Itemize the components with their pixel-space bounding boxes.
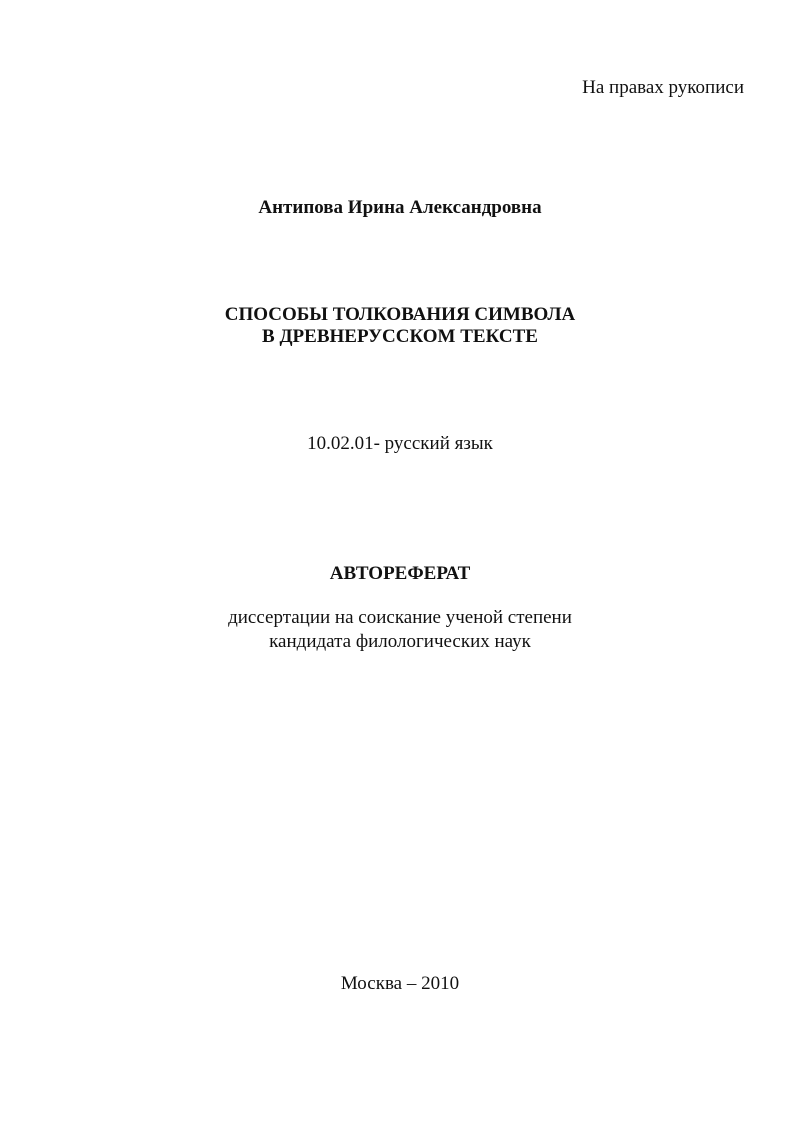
- description-line-1: диссертации на соискание ученой степени: [228, 607, 572, 628]
- specialty-code: 10.02.01- русский язык: [307, 433, 493, 454]
- title-line-1: СПОСОБЫ ТОЛКОВАНИЯ СИМВОЛА: [224, 304, 576, 325]
- place-year: Москва – 2010: [340, 973, 460, 994]
- title-line-2: В ДРЕВНЕРУССКОМ ТЕКСТЕ: [262, 326, 538, 347]
- description-line-2: кандидата филологических наук: [269, 631, 531, 652]
- document-type: АВТОРЕФЕРАТ: [329, 563, 471, 584]
- author-name: Антипова Ирина Александровна: [258, 197, 542, 218]
- rights-note: На правах рукописи: [582, 77, 744, 98]
